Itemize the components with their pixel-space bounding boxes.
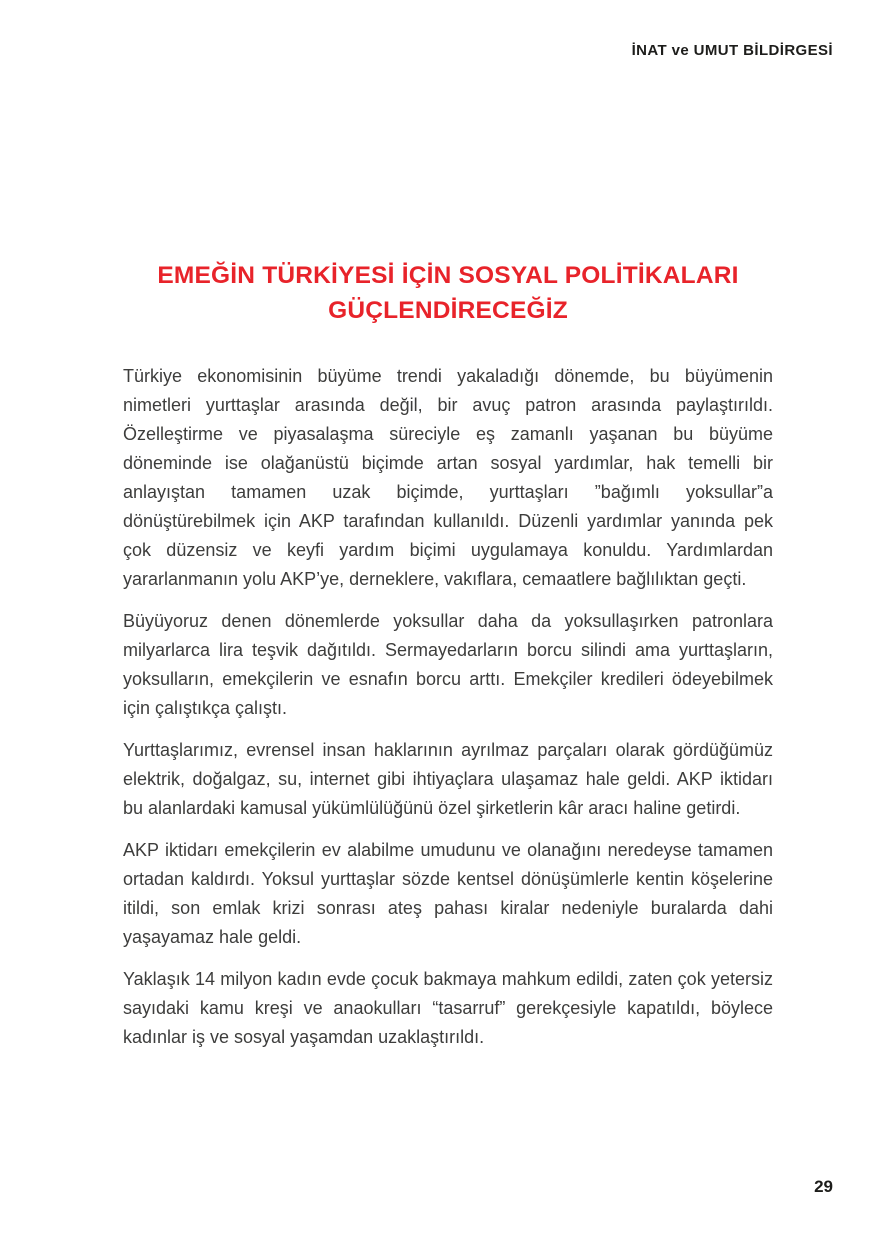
paragraph-5: Yaklaşık 14 milyon kadın evde çocuk bakmaya mahkum edildi, zaten çok yetersiz sayıdaki kamu kreşi ve anaokulları “tasarruf” gerekçesiyle kapatıldı, böylece kadınlar iş ve sosyal yaşamdan uzaklaştırıldı. xyxy=(123,969,773,1047)
page-title xyxy=(113,258,783,328)
paragraph-1: Türkiye ekonomisinin büyüme trendi yakaladığı dönemde, bu büyümenin nimetleri yurttaşlar arasında değil, bir avuç patron arasında paylaştırıldı. Özelleştirme ve piyasalaşma süreciyle eş zamanlı yaşanan bu büyüme döneminde ise olağanüstü biçimde artan sosyal yardımlar, hak temelli bir anlayıştan tamamen uzak biçimde, yurttaşları ”bağımlı yoksullar”a dönüştürebilmek için AKP tarafından kullanıldı. Düzenli yardımlar yanında pek çok düzensiz ve keyfi yardım biçimi uygulamaya konuldu. Yardımlardan yararlanmanın yolu AKP’ye, derneklere, vakıflara, cemaatlere bağlılıktan geçti. xyxy=(123,366,773,589)
body-text xyxy=(123,362,773,1065)
page-title-line-1: EMEĞİN TÜRKİYESİ İÇİN SOSYAL POLİTİKALARI xyxy=(157,262,739,289)
paragraph-3: Yurttaşlarımız, evrensel insan haklarının ayrılmaz parçaları olarak gördüğümüz elektrik, doğalgaz, su, internet gibi ihtiyaçlara ulaşamaz hale geldi. AKP iktidarı bu alanlardaki kamusal yükümlülüğünü özel şirketlerin kâr aracı haline getirdi. xyxy=(123,740,773,818)
page-title-line-2: GÜÇLENDİRECEĞİZ xyxy=(328,297,568,324)
booklet-header-title: İNAT ve UMUT BİLDİRGESİ xyxy=(631,42,833,59)
paragraph-2: Büyüyoruz denen dönemlerde yoksullar daha da yoksullaşırken patronlara milyarlarca lira teşvik dağıtıldı. Sermayedarların borcu silindi ama yurttaşların, yoksulların, emekçilerin ve esnafın borcu arttı. Emekçiler kredileri ödeyebilmek için çalıştıkça çalıştı. xyxy=(123,611,773,718)
page-number: 29 xyxy=(814,1177,833,1196)
paragraph-4: AKP iktidarı emekçilerin ev alabilme umudunu ve olanağını neredeyse tamamen ortadan kaldırdı. Yoksul yurttaşlar sözde kentsel dönüşümlerle kentin köşelerine itildi, son emlak krizi sonrası ateş pahası kiralar nedeniyle buralarda dahi yaşayamaz hale geldi. xyxy=(123,840,773,947)
